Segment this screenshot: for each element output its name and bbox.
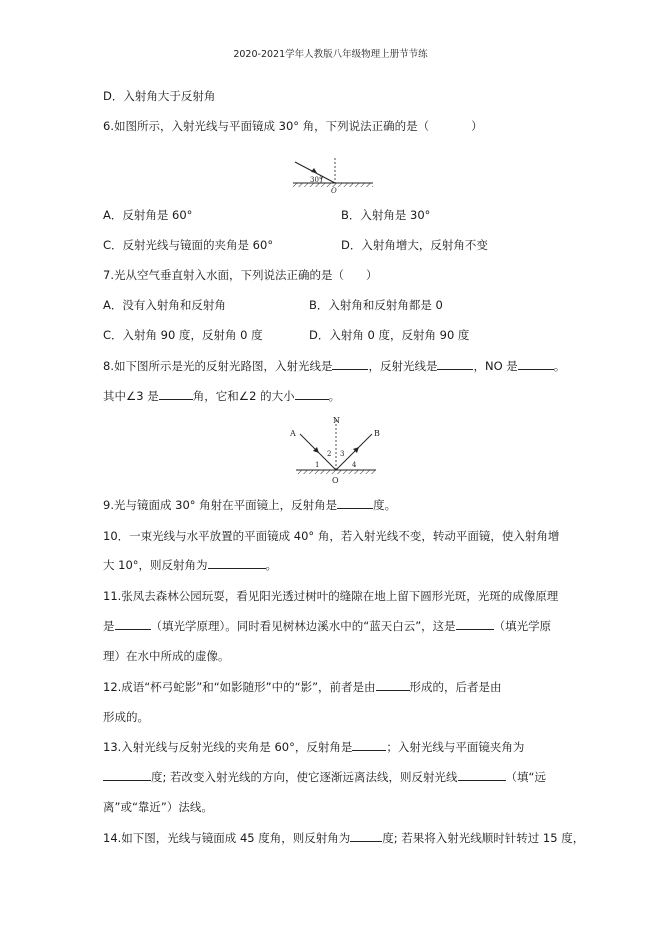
q8-angle-1: 1: [315, 461, 320, 469]
q8-text-6: 角，它和∠2 的大小: [192, 389, 295, 403]
q8-figure: [284, 414, 388, 486]
q11-blank-2: [456, 617, 494, 630]
q13-line3: 离”或“靠近”）法线。: [103, 800, 213, 814]
q8-text-4: 。: [553, 359, 566, 373]
q13-line2: [103, 768, 546, 786]
q6-stem-text: 6.如图所示，入射光线与平面镜成 30° 角，下列说法正确的是（: [103, 119, 430, 133]
page-header: 2020-2021学年人教版八年级物理上册节节练: [233, 49, 428, 60]
q7-option-c: C．入射角 90 度，反射角 0 度: [103, 328, 263, 342]
q13-blank-3: [458, 768, 506, 781]
q6-option-d: D．入射角增大，反射角不变: [341, 238, 488, 252]
q9-line: [103, 496, 396, 514]
q14-blank: [350, 829, 382, 842]
q8-angle-2: 2: [327, 450, 332, 458]
q8-mirror-hatch: [296, 470, 376, 474]
q6-option-c: C．反射光线与镜面的夹角是 60°: [103, 238, 274, 252]
q11-line3: 理）在水中所成的虚像。: [103, 649, 230, 663]
q12-blank: [376, 678, 410, 691]
q8-line1: [103, 357, 565, 375]
q7-option-a: A．没有入射角和反射角: [103, 298, 226, 312]
q8-blank-normal: [518, 357, 554, 370]
q6-stem-end: ）: [471, 119, 483, 133]
q11-text-3: （填光学原: [493, 619, 552, 633]
q8-blank-size: [295, 387, 329, 400]
q8-text-3: ，NO 是: [473, 359, 518, 373]
q7-option-d: D．入射角 0 度，反射角 90 度: [309, 328, 470, 342]
q7-stem: [103, 266, 377, 284]
q5-option-d: D．入射角大于反射角: [103, 89, 216, 103]
q11-line1: 11.张凤去森林公园玩耍，看见阳光透过树叶的缝隙在地上留下圆形光斑，光斑的成像原理: [103, 589, 559, 603]
q9-text-1: 9.光与镜面成 30° 角射在平面镜上，反射角是: [103, 498, 338, 512]
q12-text-1: 12.成语“杯弓蛇影”和“如影随形”中的“影”，前者是由: [103, 680, 376, 694]
q8-blank-angle3: [159, 387, 193, 400]
q8-text-7: 。: [328, 389, 341, 403]
q11-text-1: 是: [103, 619, 115, 633]
q13-text-2: ；入射光线与平面镜夹角为: [386, 740, 525, 754]
q8-text-5: 其中∠3 是: [103, 389, 159, 403]
q7-option-b: B．入射角和反射角都是 0: [309, 298, 443, 312]
q8-line2: [103, 387, 340, 405]
q10-line2: [103, 556, 277, 574]
q6-figure: [285, 155, 377, 195]
q13-line1: [103, 738, 524, 756]
q6-option-a: A．反射角是 60°: [103, 208, 193, 222]
q10-text-2: 。: [265, 558, 278, 572]
q8-blank-incident: [332, 357, 368, 370]
q8-blank-reflected: [437, 357, 473, 370]
q10-blank: [208, 556, 266, 569]
q6-option-b: B．入射角是 30°: [341, 208, 431, 222]
q13-blank-2: [103, 768, 151, 781]
q12-text-2: 形成的，后者是由: [409, 680, 502, 694]
q14-text-1: 14.如下图，光线与镜面成 45 度角，则反射角为: [103, 831, 351, 845]
q12-line1: [103, 678, 502, 696]
q6-stem: [103, 117, 483, 135]
q11-blank-1: [115, 617, 151, 630]
q7-stem-text: 7.光从空气垂直射入水面，下列说法正确的是（: [103, 268, 344, 282]
q6-angle-label: 30°: [310, 176, 323, 184]
q12-line2: 形成的。: [103, 710, 149, 724]
q7-stem-end: ）: [365, 268, 378, 282]
q10-text-1: 大 10°，则反射角为: [103, 558, 208, 572]
q8-text-1: 8.如下图所示是光的反射光路图，入射光线是: [103, 359, 333, 373]
q8-angle-4: 4: [352, 461, 357, 469]
q11-line2: [103, 617, 551, 635]
q8-text-2: ，反射光线是: [368, 359, 438, 373]
q14-text-2: 度; 若果将入射光线顺时针转过 15 度，: [382, 831, 585, 845]
q13-text-4: （填“远: [505, 770, 546, 784]
q13-text-1: 13.入射光线与反射光线的夹角是 60°，反射角是: [103, 740, 353, 754]
q8-label-a: A: [290, 429, 296, 438]
q9-blank: [337, 496, 373, 509]
q8-angle-3: 3: [340, 450, 345, 458]
q8-label-o: O: [332, 476, 339, 485]
q8-label-b: B: [374, 429, 380, 438]
q14-line1: [103, 829, 584, 847]
q9-text-2: 度。: [373, 498, 397, 512]
q8-label-n: N: [333, 416, 340, 425]
q11-text-2: （填光学原理）。同时看见树林边溪水中的“蓝天白云”，这是: [150, 619, 456, 633]
q13-blank-1: [352, 738, 386, 751]
q6-point-label: O: [331, 187, 337, 195]
q13-text-3: 度; 若改变入射光线的方向，使它逐渐远离法线，则反射光线: [151, 770, 458, 784]
q10-line1: 10．一束光线与水平放置的平面镜成 40° 角，若入射光线不变，转动平面镜，使入射角增: [103, 529, 560, 543]
